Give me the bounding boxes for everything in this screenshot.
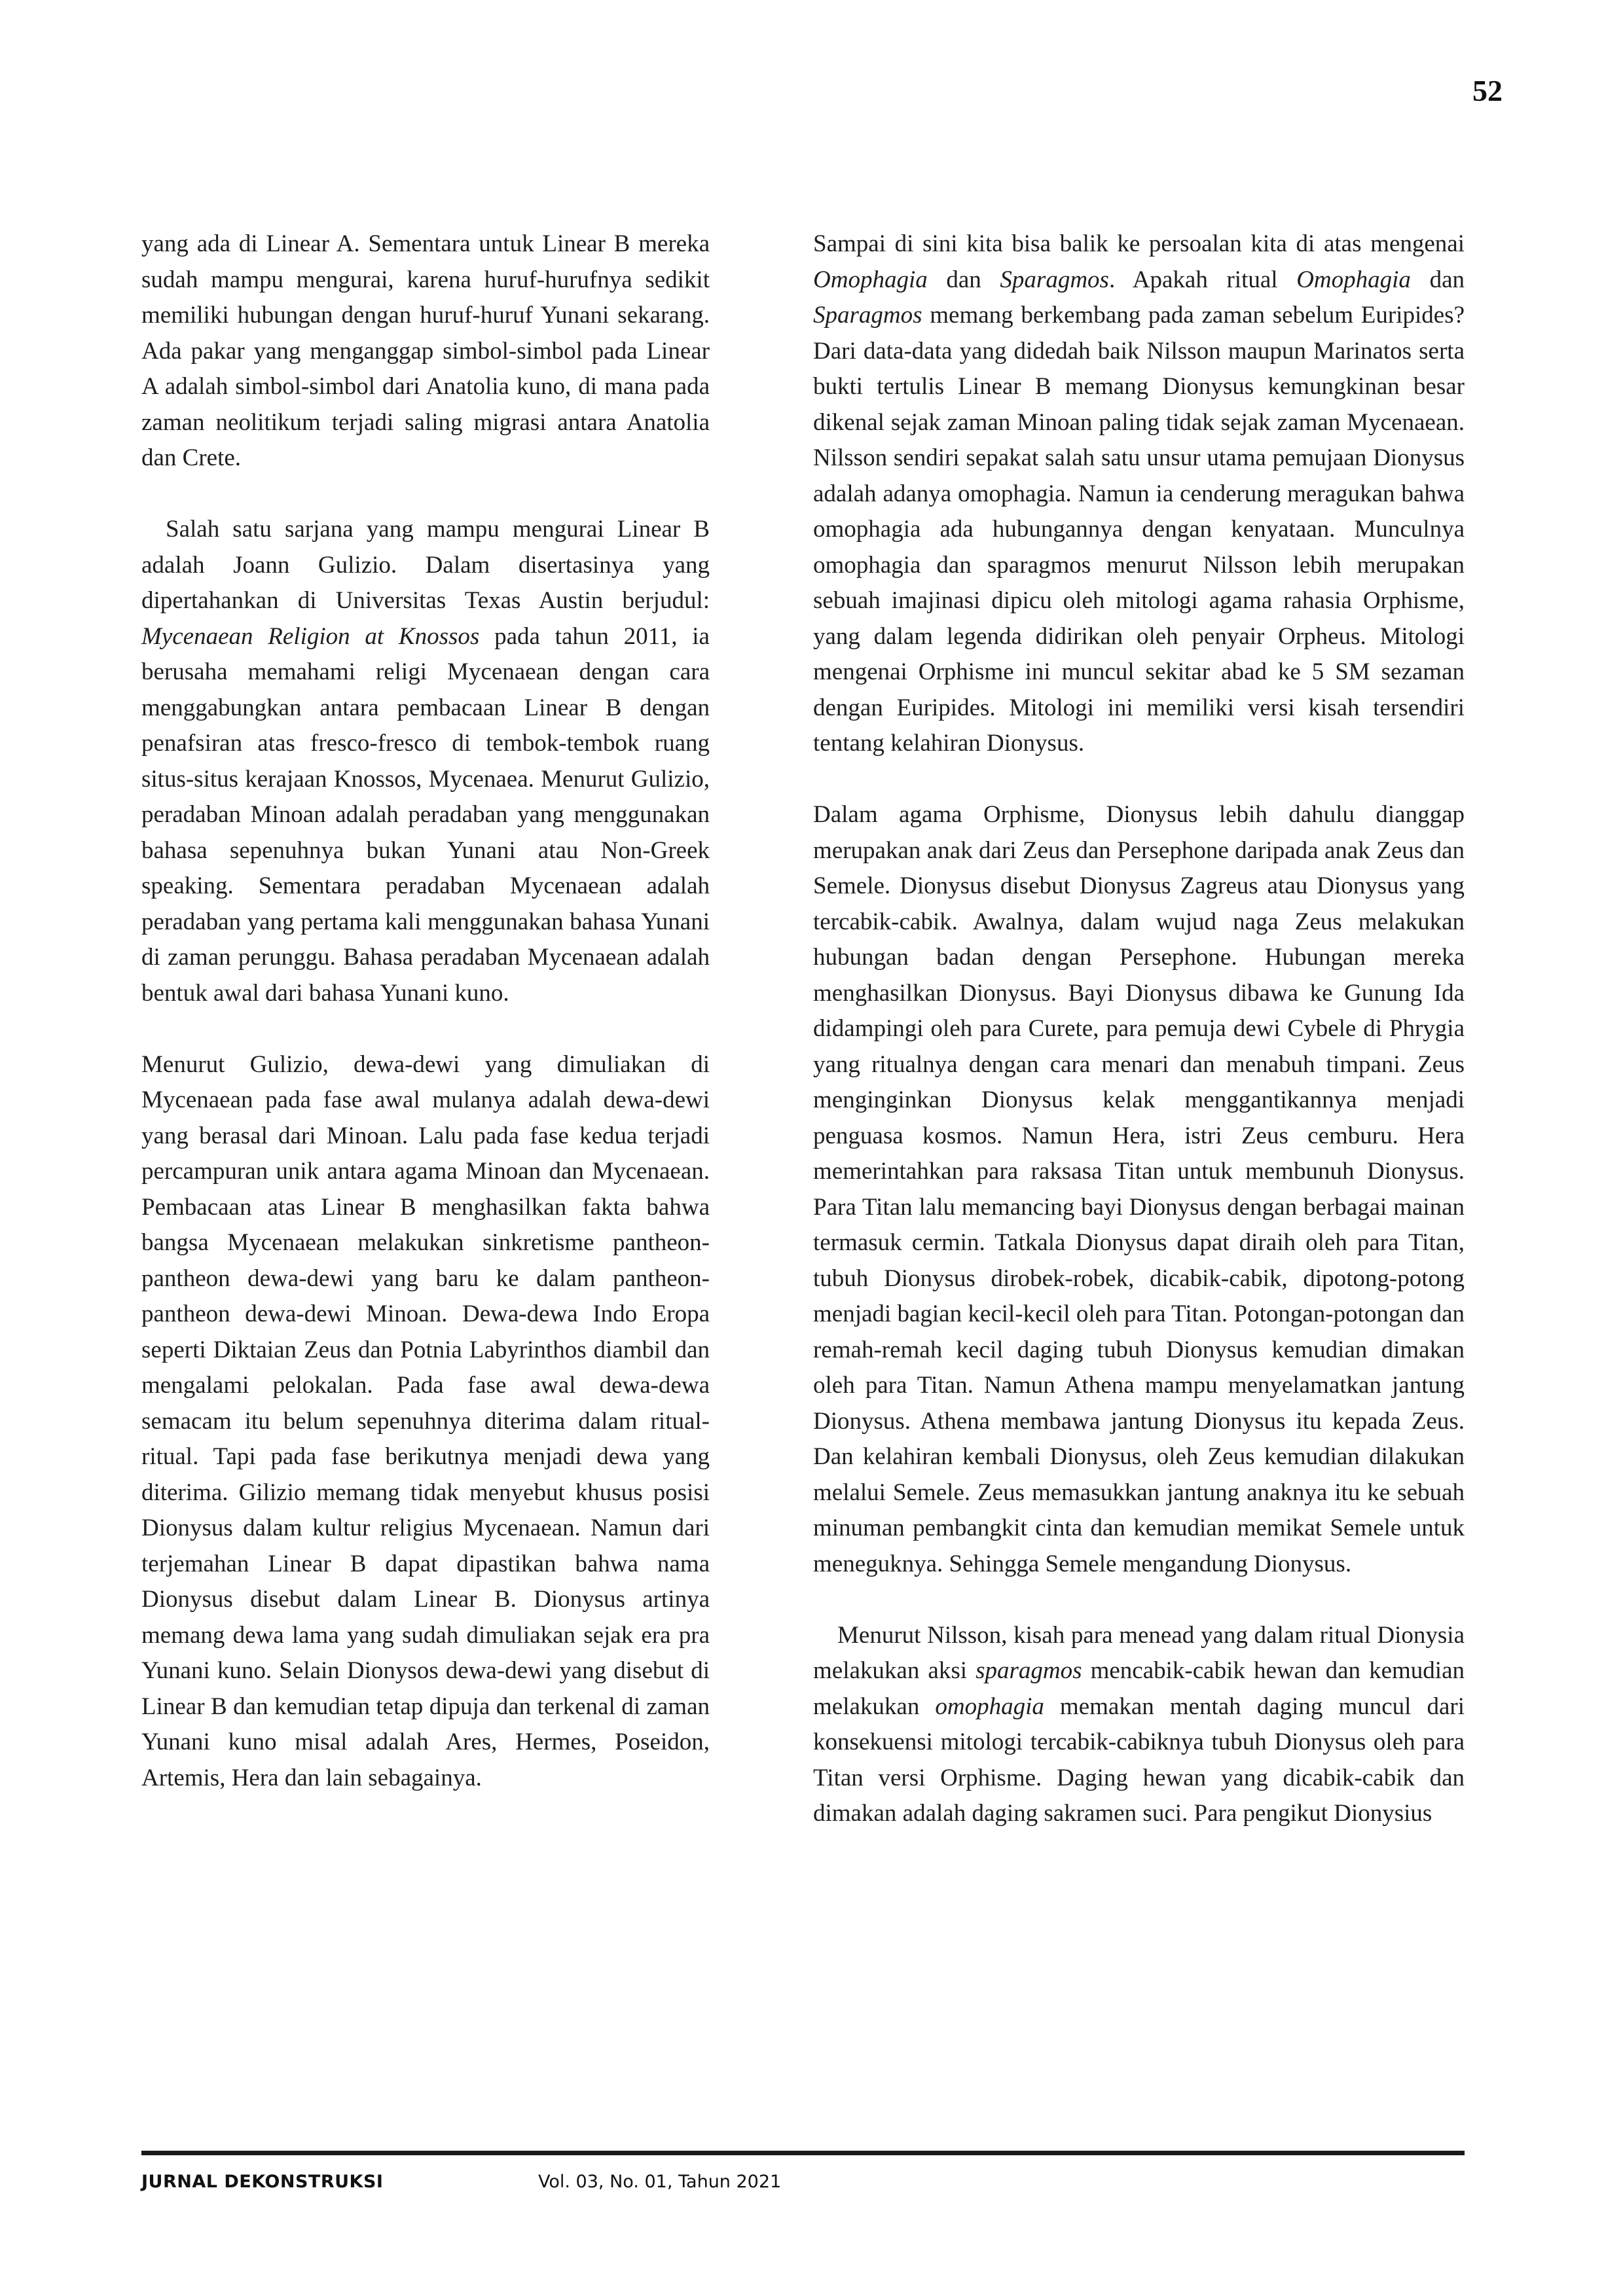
text-run: memakan mentah daging muncul dari konsekuensi mitologi tercabik-cabiknya tubuh Dionysus oleh para Titan versi Orphisme. Daging hewan yang dicabik-cabik dan dimakan adalah daging sakramen suci. Para pengikut Dionysius <box>813 1693 1465 1827</box>
italic-term: sparagmos <box>976 1657 1082 1684</box>
page-number: 52 <box>1472 74 1503 107</box>
paragraph: Menurut Gulizio, dewa-dewi yang dimuliakan di Mycenaean pada fase awal mulanya adalah dewa-dewi yang berasal dari Minoan. Lalu pada fase kedua terjadi percampuran unik antara agama Minoan dan Mycenaean. Pembacaan atas Linear B menghasilkan fakta bahwa bangsa Mycenaean melakukan sinkretisme pantheon-pantheon dewa-dewi yang baru ke dalam pantheon-pantheon dewa-dewi Minoan. Dewa-dewa Indo Eropa seperti Diktaian Zeus dan Potnia Labyrinthos diambil dan mengalami pelokalan. Pada fase awal dewa-dewa semacam itu belum sepenuhnya diterima dalam ritual-ritual. Tapi pada fase berikutnya menjadi dewa yang diterima. Gilizio memang tidak menyebut khusus posisi Dionysus dalam kultur religius Mycenaean. Namun dari terjemahan Linear B dapat dipastikan bahwa nama Dionysus disebut dalam Linear B. Dionysus artinya memang dewa lama yang sudah dimuliakan sejak era pra Yunani kuno. Selain Dionysos dewa-dewi yang disebut di Linear B dan kemudian tetap dipuja dan terkenal di zaman Yunani kuno misal adalah Ares, Hermes, Poseidon, Artemis, Hera dan lain sebagainya. <box>141 1050 710 1791</box>
text-run: Menurut Nilsson, kisah para menead yang dalam ritual Dionysia melakukan aksi <box>813 1621 1465 1684</box>
text-run: . Apakah ritual <box>1108 266 1297 293</box>
italic-term: Sparagmos <box>1000 266 1109 293</box>
text-run: dan <box>927 266 1000 293</box>
paragraph <box>141 512 710 1011</box>
italic-term: Omophagia <box>1296 266 1411 293</box>
text-run: Salah satu sarjana yang mampu mengurai Linear B adalah Joann Gulizio. Dalam disertasinya yang dipertahankan di Universitas Texas Austin berjudul: <box>141 516 710 614</box>
paragraph: yang ada di Linear A. Sementara untuk Linear B mereka sudah mampu mengurai, karena huruf-hurufnya sedikit memiliki hubungan dengan huruf-huruf Yunani sekarang. Ada pakar yang menganggap simbol-simbol pada Linear A adalah simbol-simbol dari Anatolia kuno, di mana pada zaman neolitikum terjadi saling migrasi antara Anatolia dan Crete. <box>141 230 710 471</box>
left-column <box>141 226 710 1796</box>
right-column <box>813 226 1465 1832</box>
italic-term: Omophagia <box>813 266 928 293</box>
paragraph: Dalam agama Orphisme, Dionysus lebih dahulu dianggap merupakan anak dari Zeus dan Persephone daripada anak Zeus dan Semele. Dionysus disebut Dionysus Zagreus atau Dionysus yang tercabik-cabik. Awalnya, dalam wujud naga Zeus melakukan hubungan badan dengan Persephone. Hubungan mereka menghasilkan Dionysus. Bayi Dionysus dibawa ke Gunung Ida didampingi oleh para Curete, para pemuja dewi Cybele di Phrygia yang ritualnya dengan cara menari dan menabuh timpani. Zeus menginginkan Dionysus kelak menggantikannya menjadi penguasa kosmos. Namun Hera, istri Zeus cemburu. Hera memerintahkan para raksasa Titan untuk membunuh Dionysus. Para Titan lalu memancing bayi Dionysus dengan berbagai mainan termasuk cermin. Tatkala Dionysus dapat diraih oleh para Titan, tubuh Dionysus dirobek-robek, dicabik-cabik, dipotong-potong menjadi bagian kecil-kecil oleh para Titan. Potongan-potongan dan remah-remah kecil daging tubuh Dionysus kemudian dimakan oleh para Titan. Namun Athena mampu menyelamatkan jantung Dionysus. Athena membawa jantung Dionysus itu kepada Zeus. Dan kelahiran kembali Dionysus, oleh Zeus kemudian dilakukan melalui Semele. Zeus memasukkan jantung anaknya itu ke sebuah minuman pembangkit cinta dan kemudian memikat Semele untuk meneguknya. Sehingga Semele mengandung Dionysus. <box>813 801 1465 1577</box>
text-run: pada tahun 2011, ia berusaha memahami religi Mycenaean dengan cara menggabungkan antara pembacaan Linear B dengan penafsiran atas fresco-fresco di tembok-tembok ruang situs-situs kerajaan Knossos, Mycenaea. Menurut Gulizio, peradaban Minoan adalah peradaban yang menggunakan bahasa sepenuhnya bukan Yunani atau Non-Greek speaking. Sementara peradaban Mycenaean adalah peradaban yang pertama kali menggunakan bahasa Yunani di zaman perunggu. Bahasa peradaban Mycenaean adalah bentuk awal dari bahasa Yunani kuno. <box>141 622 710 1007</box>
dissertation-title: Mycenaean Religion at Knossos <box>141 622 480 650</box>
footer-volume-info: Vol. 03, No. 01, Tahun 2021 <box>538 2172 782 2192</box>
text-run: dan <box>1410 266 1465 293</box>
text-run: memang berkembang pada zaman sebelum Euripides? Dari data-data yang didedah baik Nilsson maupun Marinatos serta bukti tertulis Linear B memang Dionysus kemungkinan besar dikenal sejak zaman Minoan paling tidak sejak zaman Mycenaean. Nilsson sendiri sepakat salah satu unsur utama pemujaan Dionysus adalah adanya omophagia. Namun ia cenderung meragukan bahwa omophagia ada hubungannya dengan kenyataan. Munculnya omophagia dan sparagmos menurut Nilsson lebih merupakan sebuah imajinasi dipicu oleh mitologi agama rahasia Orphisme, yang dalam legenda didirikan oleh penyair Orpheus. Mitologi mengenai Orphisme ini muncul sekitar abad ke 5 SM sezaman dengan Euripides. Mitologi ini memiliki versi kisah tersendiri tentang kelahiran Dionysus. <box>813 302 1465 757</box>
paragraph <box>813 1618 1465 1832</box>
text-run: mencabik-cabik hewan dan kemudian melakukan <box>813 1657 1465 1720</box>
italic-term: omophagia <box>935 1693 1044 1720</box>
paragraph <box>813 226 1465 762</box>
footer-journal-name: JURNAL DEKONSTRUKSI <box>141 2172 384 2192</box>
italic-term: Sparagmos <box>813 302 922 329</box>
footer-rule <box>141 2151 1465 2155</box>
text-run: Sampai di sini kita bisa balik ke persoalan kita di atas mengenai <box>813 230 1465 257</box>
